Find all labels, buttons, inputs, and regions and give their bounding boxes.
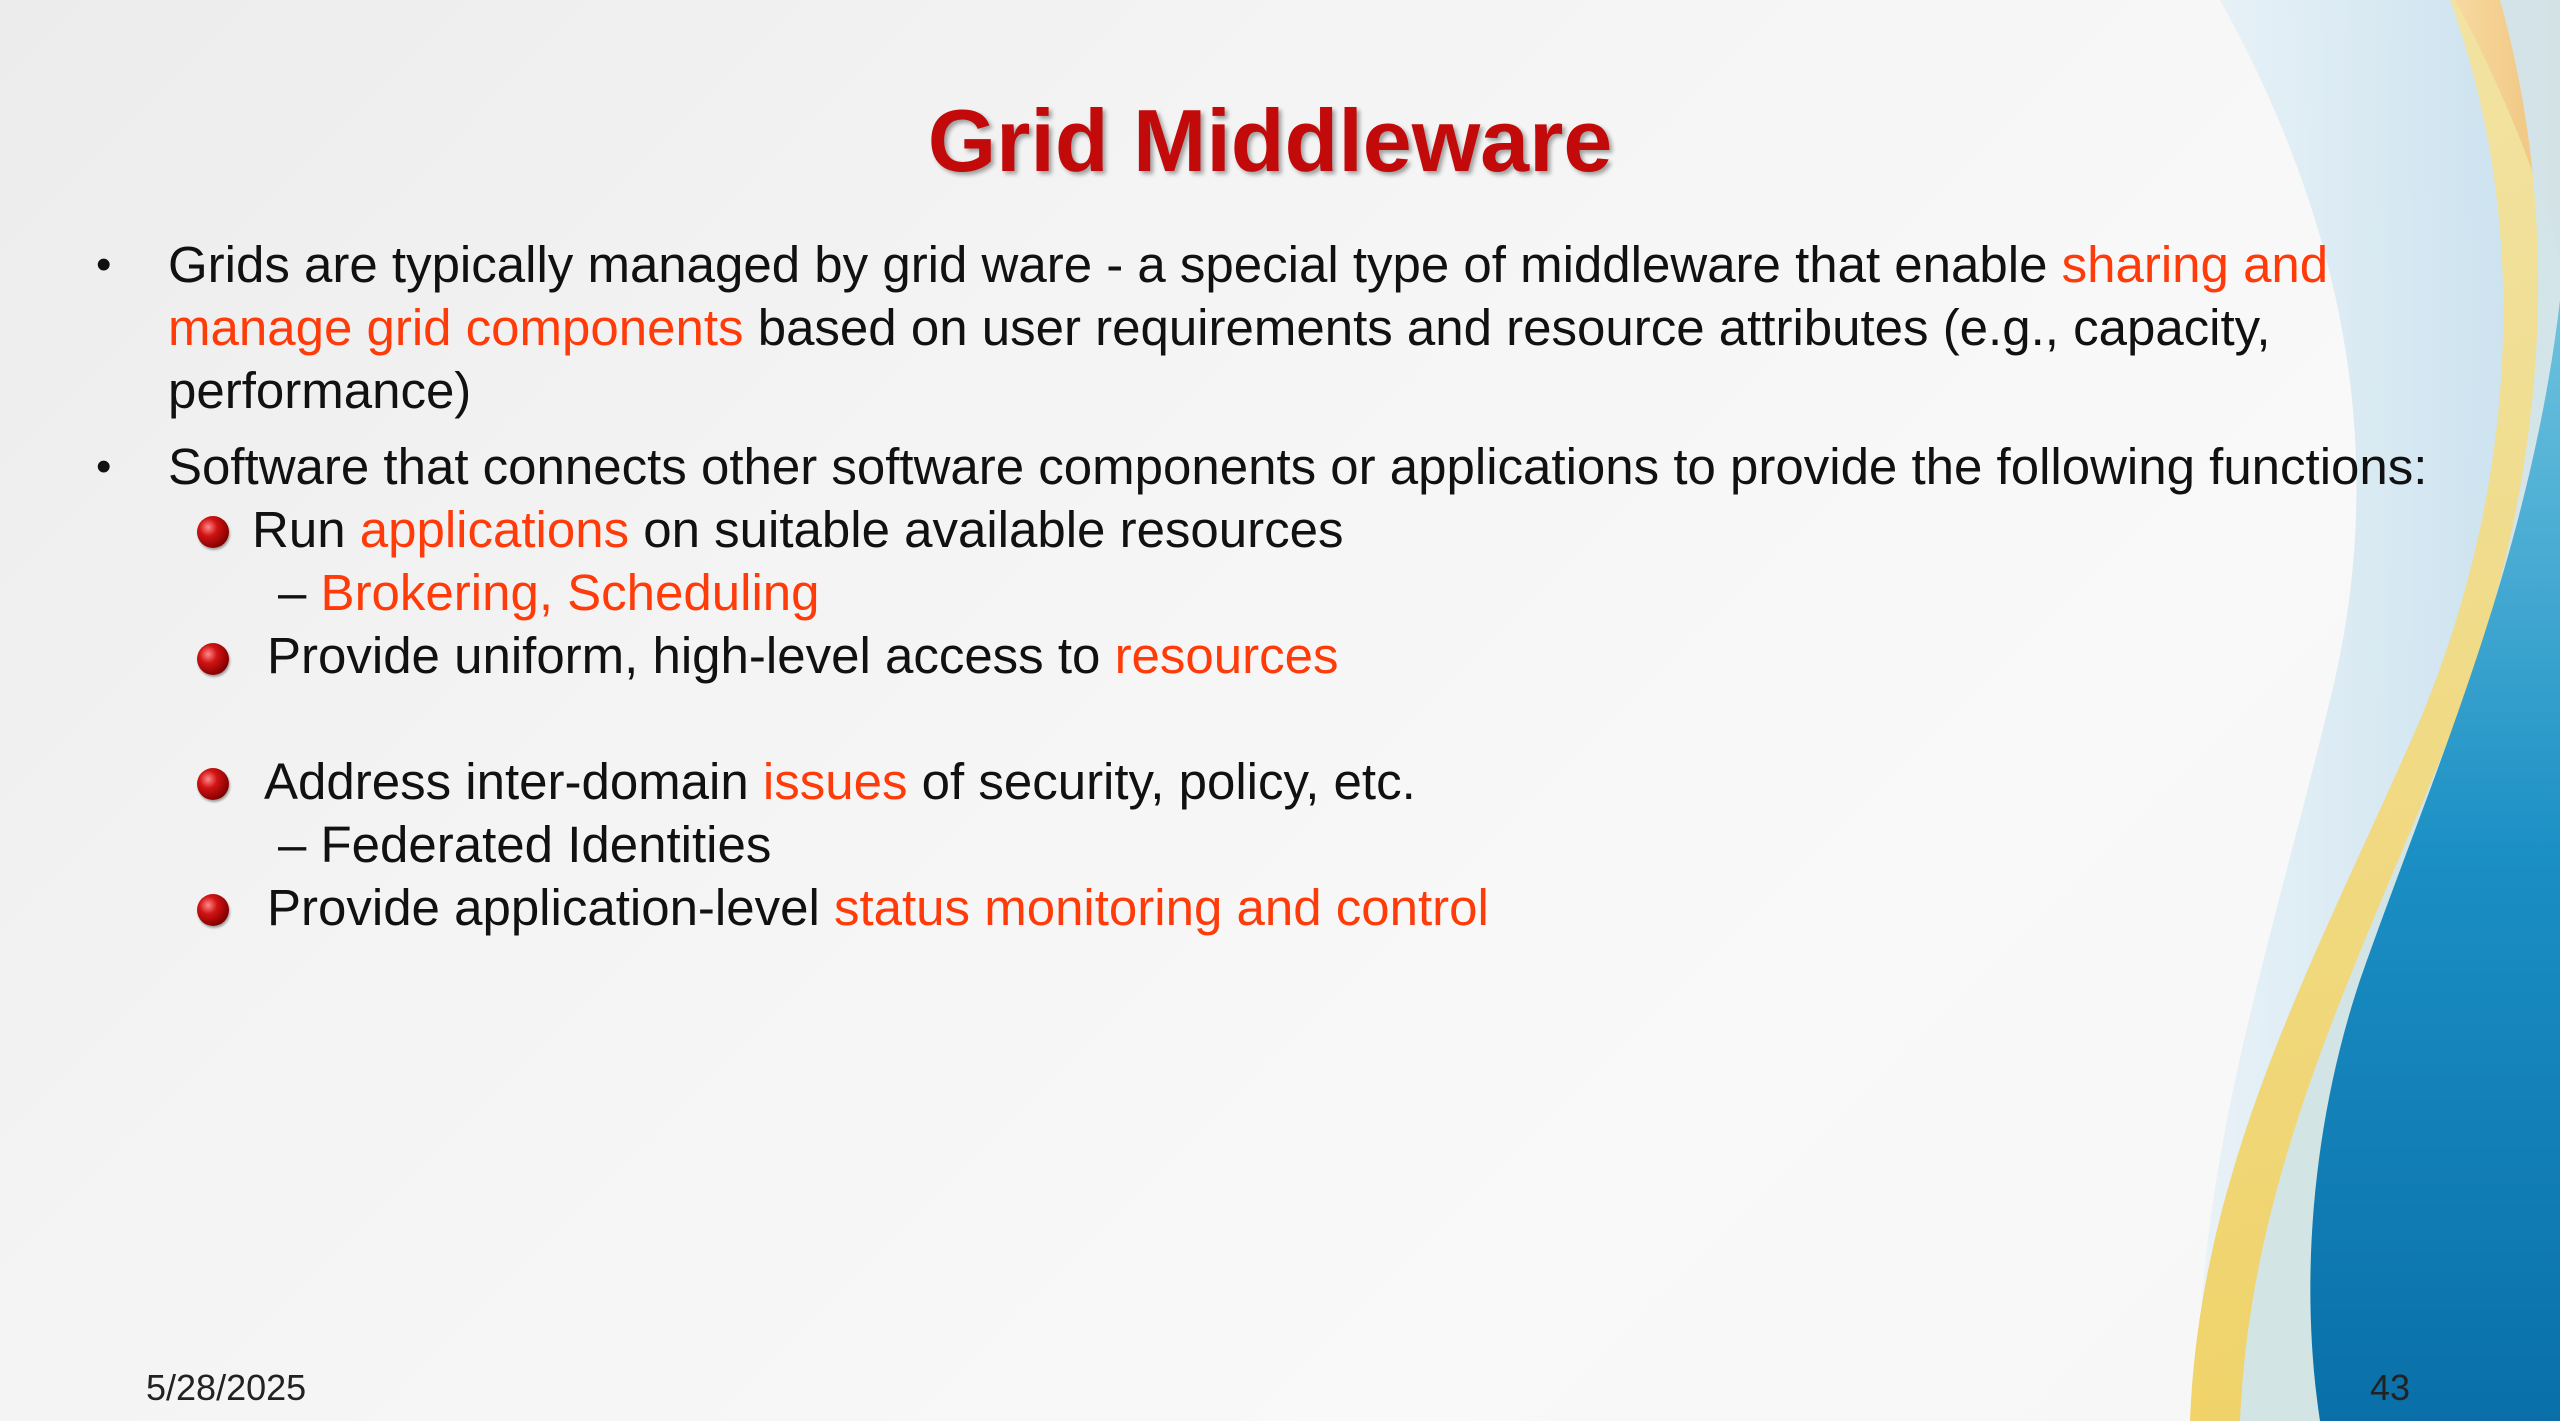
sub-item-text: on suitable available resources <box>629 501 1344 558</box>
sub-detail-highlight: Brokering, Scheduling <box>320 564 820 621</box>
sub-item-text: Provide uniform, high-level access to <box>267 627 1115 684</box>
bullet-text: Software that connects other software components or applications to provide the following functions: <box>168 438 2428 495</box>
red-ball-bullet-icon <box>197 516 229 548</box>
bullet-dot: • <box>96 240 112 289</box>
footer-page-number: 43 <box>2370 1367 2411 1408</box>
bullet-text: based on user requirements and resource attributes (e.g., capacity, performance) <box>168 299 2271 419</box>
red-ball-bullet-icon <box>197 894 229 926</box>
bullet-dot: • <box>96 442 112 491</box>
sub-item-highlight: applications <box>359 501 630 558</box>
bullet-text: Grids are typically managed by grid ware - a special type of middleware that enable <box>168 236 2062 293</box>
slide-title: Grid Middleware <box>927 91 1613 190</box>
sub-item-text: Run <box>252 501 360 558</box>
sub-item-highlight: issues <box>762 753 908 810</box>
sub-detail-federated: – Federated Identities <box>278 816 772 873</box>
dash: – <box>278 564 321 621</box>
sub-item-run-applications <box>252 498 1344 561</box>
sub-item-highlight: resources <box>1114 627 1339 684</box>
sub-item-text: of security, policy, etc. <box>907 753 1416 810</box>
red-ball-bullet-icon <box>197 768 229 800</box>
sub-item-inter-domain <box>264 750 1416 813</box>
bullet-grids-managed <box>96 233 2508 422</box>
sub-item-status-monitoring <box>267 876 1489 939</box>
sub-item-text: Address inter-domain <box>264 753 763 810</box>
sub-item-uniform-access <box>267 624 1338 687</box>
red-ball-bullet-icon <box>197 643 229 675</box>
bullet-highlight: sharing and manage grid components <box>168 236 2329 356</box>
sub-item-highlight: status monitoring and control <box>833 879 1489 936</box>
sub-item-text: Provide application-level <box>267 879 834 936</box>
sub-detail-brokering <box>278 561 820 624</box>
bullet-software-connects <box>96 435 2508 498</box>
footer-date: 5/28/2025 <box>146 1367 307 1408</box>
